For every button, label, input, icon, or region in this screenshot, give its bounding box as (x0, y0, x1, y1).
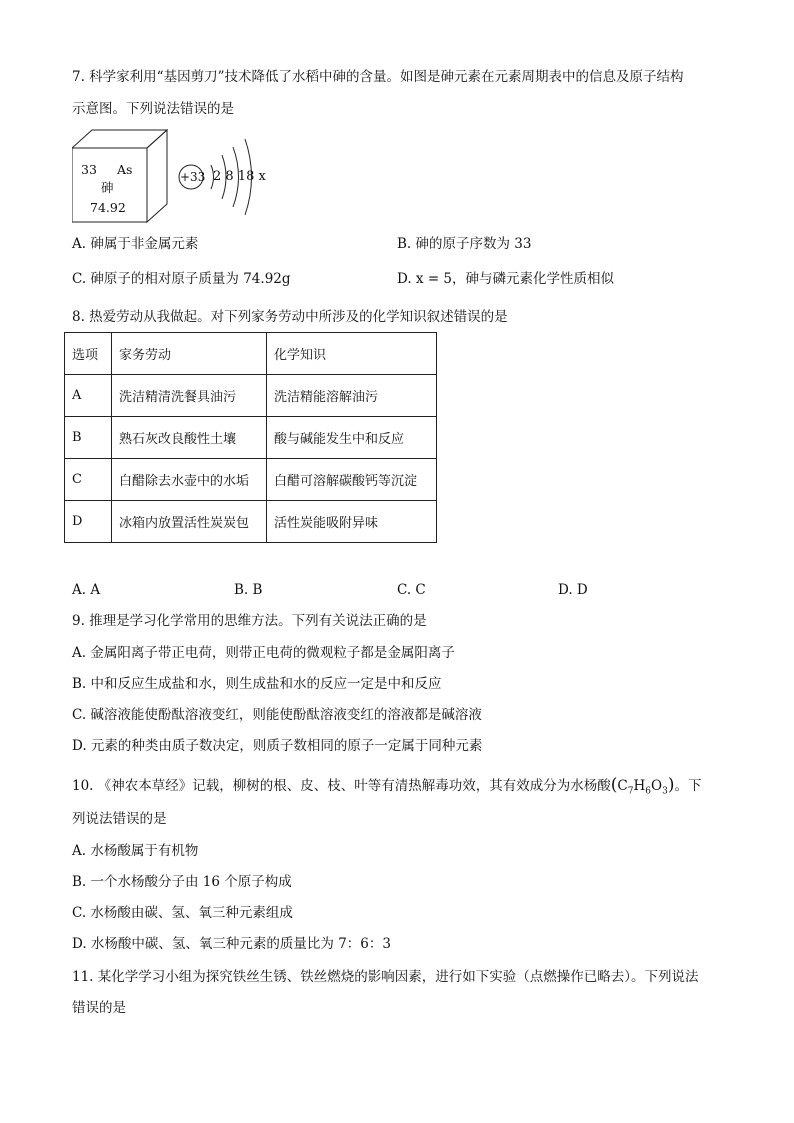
q8-option-b: B. B (234, 582, 263, 598)
formula-c: C (617, 778, 628, 794)
atom-structure-diagram (178, 137, 273, 217)
table-cell: 白醋除去水壶中的水垢 (112, 459, 267, 501)
q11-stem-line1: 11. 某化学学习小组为探究铁丝生锈、铁丝燃烧的影响因素，进行如下实验（点燃操作已略去）。下列说法 (72, 969, 699, 985)
table-row (65, 501, 437, 543)
header-chore: 家务劳动 (112, 333, 267, 375)
table-header-row (65, 333, 437, 375)
q9-option-a: A. 金属阳离子带正电荷，则带正电荷的微观粒子都是金属阳离子 (72, 645, 455, 661)
formula-o-count: 3 (662, 786, 668, 797)
nucleus-charge: +33 (180, 170, 206, 184)
table-cell: B (65, 417, 112, 459)
q8-option-a: A. A (72, 582, 101, 598)
table-cell: 洗洁精能溶解油污 (267, 375, 437, 417)
q10-option-d: D. 水杨酸中碳、氢、氧三种元素的质量比为 7：6：3 (72, 936, 391, 952)
table-cell: 洗洁精清洗餐具油污 (112, 375, 267, 417)
q7-stem-line1: 7. 科学家利用“基因剪刀”技术降低了水稻中砷的含量。如图是砷元素在元素周期表中的信息及原子结构 (72, 69, 684, 85)
q9-stem: 9. 推理是学习化学常用的思维方法。下列有关说法正确的是 (72, 613, 427, 629)
q10-stem-line1 (72, 775, 701, 797)
q8-stem: 8. 热爱劳动从我做起。对下列家务劳动中所涉及的化学知识叙述错误的是 (72, 309, 508, 325)
q9-option-c: C. 碱溶液能使酚酞溶液变红，则能使酚酞溶液变红的溶液都是碱溶液 (72, 707, 482, 723)
header-option: 选项 (65, 333, 112, 375)
table-cell: D (65, 501, 112, 543)
formula-close-paren: ) (667, 775, 675, 795)
element-name: 砷 (101, 180, 114, 195)
table-cell: 白醋可溶解碳酸钙等沉淀 (267, 459, 437, 501)
table-cell: C (65, 459, 112, 501)
formula-h-count: 6 (645, 786, 651, 797)
q10-stem-tail: 。下 (674, 778, 702, 794)
atomic-mass: 74.92 (90, 200, 126, 215)
q7-option-b: B. 砷的原子序数为 33 (397, 236, 532, 252)
q10-stem-line2: 列说法错误的是 (72, 811, 167, 827)
table-cell: 酸与碱能发生中和反应 (267, 417, 437, 459)
q7-stem-line2: 示意图。下列说法错误的是 (72, 101, 234, 117)
header-knowledge: 化学知识 (267, 333, 437, 375)
electron-shells: 2 8 18 x (213, 169, 266, 184)
q10-stem-text: 10. 《神农本草经》记载，柳树的根、皮、枝、叶等有清热解毒功效，其有效成分为水杨酸 (72, 778, 611, 794)
q10-option-b: B. 一个水杨酸分子由 16 个原子构成 (72, 874, 292, 890)
q10-option-a: A. 水杨酸属于有机物 (72, 843, 199, 859)
element-cell-figure (72, 128, 192, 224)
q8-option-d: D. D (558, 582, 588, 598)
q10-option-c: C. 水杨酸由碳、氢、氧三种元素组成 (72, 905, 293, 921)
q9-option-b: B. 中和反应生成盐和水，则生成盐和水的反应一定是中和反应 (72, 676, 442, 692)
q7-option-a: A. 砷属于非金属元素 (72, 236, 199, 252)
q9-option-d: D. 元素的种类由质子数决定，则质子数相同的原子一定属于同种元素 (72, 738, 483, 754)
atomic-number: 33 (81, 162, 97, 177)
table-cell: 冰箱内放置活性炭炭包 (112, 501, 267, 543)
formula-h: H (633, 778, 646, 794)
formula-open-paren: ( (610, 775, 618, 795)
table-row (65, 459, 437, 501)
q8-option-c: C. C (397, 582, 426, 598)
household-chemistry-table (64, 332, 437, 543)
table-row (65, 417, 437, 459)
table-cell: A (65, 375, 112, 417)
q11-stem-line2: 错误的是 (72, 1000, 126, 1016)
q7-option-c: C. 砷原子的相对原子质量为 74.92g (72, 271, 291, 287)
table-cell: 活性炭能吸附异味 (267, 501, 437, 543)
table-row (65, 375, 437, 417)
formula-o: O (651, 778, 663, 794)
q7-option-d: D. x = 5，砷与磷元素化学性质相似 (397, 271, 615, 287)
formula-c-count: 7 (627, 786, 634, 797)
table-cell: 熟石灰改良酸性土壤 (112, 417, 267, 459)
element-symbol: As (117, 162, 133, 177)
